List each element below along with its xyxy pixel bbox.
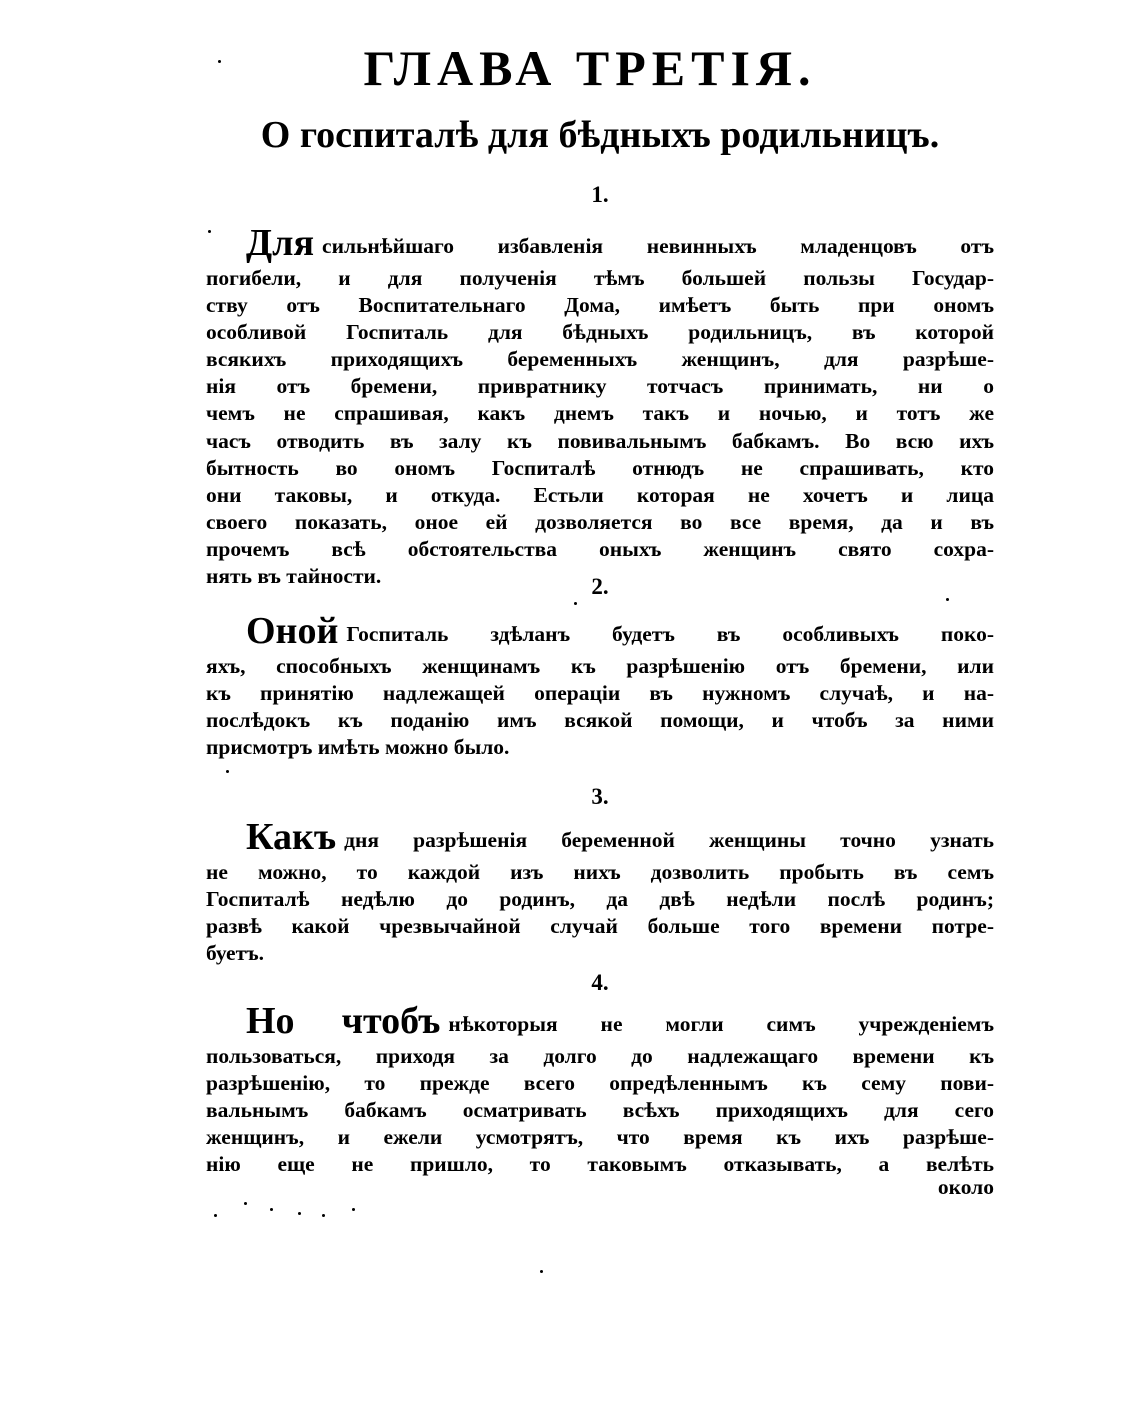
paragraph-line: погибели, и для полученія тѣмъ большей пользы Государ-: [206, 266, 994, 290]
section-3-first-line: [206, 818, 994, 859]
paragraph-line: вальнымъ бабкамъ осматривать всѣхъ приходящихъ для сего: [206, 1098, 994, 1123]
section-4-first-line: [206, 1002, 994, 1043]
section-number-2: 2.: [591, 574, 609, 599]
section-1-lead-word: Для: [246, 224, 315, 264]
paragraph-line: женщинъ, и ежели усмотрятъ, что время къ ихъ разрѣше-: [206, 1125, 994, 1150]
section-number-4: 4.: [591, 970, 609, 995]
print-speck: [244, 1202, 247, 1205]
print-speck: [574, 602, 577, 605]
paragraph-line: разрѣшенію, то прежде всего опредѣленнымъ къ сему пови-: [206, 1071, 994, 1096]
paragraph-line: чемъ не спрашивая, какъ днемъ такъ и ночью, и тотъ же: [206, 401, 994, 426]
paragraph-line: особливой Госпиталь для бѣдныхъ родильницъ, въ которой: [206, 320, 994, 345]
paragraph-line: присмотръ имѣть можно было.: [206, 735, 510, 760]
paragraph-line: нѣкоторыя не могли симъ учрежденіемъ: [448, 1012, 994, 1036]
paragraph-line: прочемъ всѣ обстоятельства оныхъ женщинъ свято сохра-: [206, 536, 994, 561]
print-speck: [214, 1214, 217, 1217]
paragraph-line: всякихъ приходящихъ беременныхъ женщинъ, для разрѣше-: [206, 347, 994, 372]
print-speck: [540, 1270, 543, 1273]
paragraph-line: пользоваться, приходя за долго до надлежащаго времени къ: [206, 1044, 994, 1068]
paragraph-line: Госпиталѣ недѣлю до родинъ, да двѣ недѣли послѣ родинъ;: [206, 887, 994, 912]
print-speck: [298, 1212, 301, 1215]
section-2-lead-word: Оной: [246, 612, 339, 652]
section-4-lead-word: Но чтобъ: [246, 1002, 441, 1042]
paragraph-line: развѣ какой чрезвычайной случай больше того времени потре-: [206, 914, 994, 939]
paragraph-line: послѣдокъ къ поданію имъ всякой помощи, и чтобъ за ними: [206, 708, 994, 733]
print-speck: [946, 598, 949, 601]
section-2-first-line: [206, 612, 994, 653]
print-speck: [352, 1208, 355, 1211]
paragraph-line: ству отъ Воспитательнаго Дома, имѣетъ быть при ономъ: [206, 293, 994, 318]
print-speck: [322, 1214, 325, 1217]
section-3-lead-word: Какъ: [246, 818, 337, 858]
print-speck: [208, 230, 211, 233]
paragraph-line: они таковы, и откуда. Естьли которая не хочетъ и лица: [206, 482, 994, 507]
paragraph-line: къ принятію надлежащей операціи въ нужномъ случаѣ, и на-: [206, 681, 994, 706]
catchword: около: [937, 1175, 994, 1199]
paragraph-line: своего показать, оное ей дозволяется во все время, да и въ: [206, 509, 994, 534]
section-number-3: 3.: [591, 784, 609, 809]
paragraph-line: не можно, то каждой изъ нихъ дозволить пробыть въ семъ: [206, 860, 994, 884]
section-1-paragraph: [206, 224, 994, 590]
section-4-paragraph: [206, 1002, 994, 1178]
paragraph-line: яхъ, способныхъ женщинамъ къ разрѣшенію отъ бремени, или: [206, 654, 994, 678]
section-3-paragraph: [206, 818, 994, 967]
paragraph-line: буетъ.: [206, 941, 265, 966]
paragraph-line: дня разрѣшенія беременной женщины точно узнать: [344, 828, 994, 852]
print-speck: [270, 1208, 273, 1211]
paragraph-line: нія отъ бремени, привратнику тотчасъ принимать, ни о: [206, 374, 994, 399]
section-2-paragraph: [206, 612, 994, 761]
paragraph-line: Госпиталь здѣланъ будетъ въ особливыхъ поко-: [346, 622, 994, 646]
print-speck: [218, 60, 221, 63]
paragraph-line: нять въ тайности.: [206, 564, 382, 589]
paragraph-line: бытность во ономъ Госпиталѣ отнюдъ не спрашивать, кто: [206, 455, 994, 480]
print-speck: [226, 770, 229, 773]
chapter-title: ГЛАВА ТРЕТІЯ.: [363, 40, 817, 96]
paragraph-line: нію еще не пришло, то таковымъ отказывать, а велѣть: [206, 1152, 994, 1177]
paragraph-line: сильнѣйшаго избавленія невинныхъ младенцовъ отъ: [322, 234, 994, 258]
section-1-first-line: [206, 224, 994, 265]
chapter-subtitle: О госпиталѣ для бѣдныхъ родильницъ.: [260, 114, 940, 156]
section-number-1: 1.: [591, 182, 609, 207]
paragraph-line: часъ отводить въ залу къ повивальнымъ бабкамъ. Во всю ихъ: [206, 428, 994, 453]
